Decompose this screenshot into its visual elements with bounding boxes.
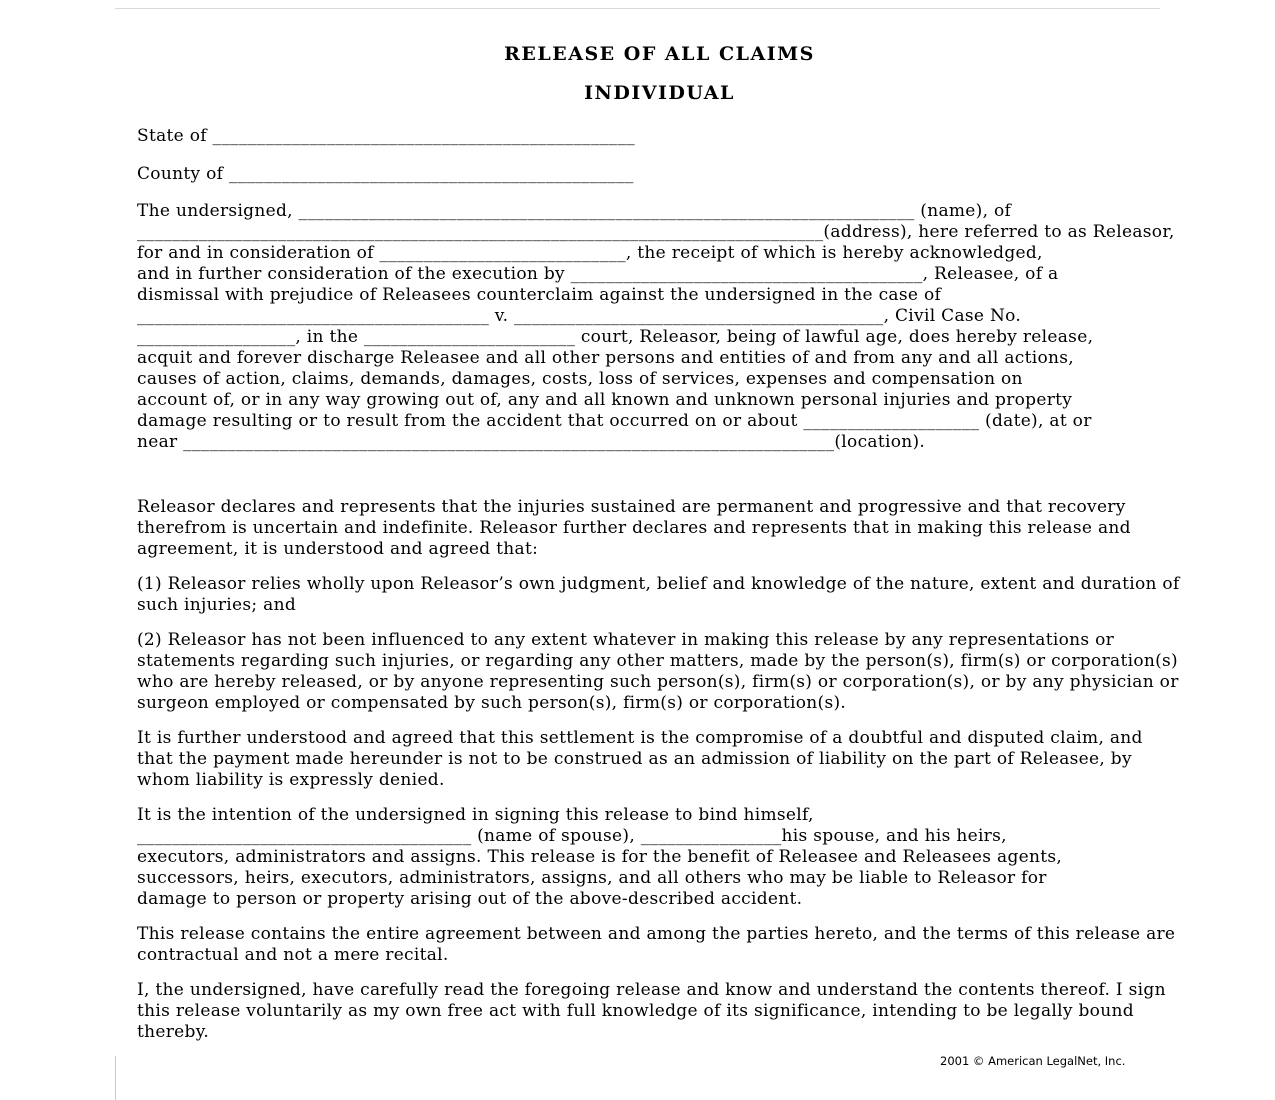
- opening-paragraph-line: acquit and forever discharge Releasee and all other persons and entities of and from any and all actions,: [137, 348, 1074, 368]
- page-left-edge-line: [115, 1056, 116, 1100]
- opening-paragraph-line: causes of action, claims, demands, damages, costs, loss of services, expenses and compensation on: [137, 369, 1023, 389]
- intention-paragraph-line: successors, heirs, executors, administrators, assigns, and all others who may be liable to Releasor for: [137, 868, 1047, 888]
- document-title: RELEASE OF ALL CLAIMS: [504, 43, 815, 65]
- opening-paragraph: [137, 201, 1182, 453]
- intention-paragraph-line: ______________________________________ (name of spouse), ________________his spouse, and his heirs,: [137, 826, 1007, 846]
- settlement-paragraph: It is further understood and agreed that this settlement is the compromise of a doubtful and disputed claim, and that the payment made hereunder is not to be construed as an admission of liability on the part of Releasee, by whom liability is expressly denied.: [137, 728, 1143, 790]
- county-blank-field-line: County of ______________________________________________: [137, 164, 634, 184]
- opening-paragraph-line: ________________________________________ v. __________________________________________, Civil Case No.: [137, 306, 1022, 326]
- intention-paragraph: [137, 805, 1182, 910]
- signature-paragraph: I, the undersigned, have carefully read the foregoing release and know and understand the contents thereof. I sign this release voluntarily as my own free act with full knowledge of its significance, intending to be legally bound thereby.: [137, 980, 1166, 1042]
- page-top-edge-line: [115, 8, 1160, 9]
- entire-agreement-paragraph: This release contains the entire agreement between and among the parties hereto, and the terms of this release are contractual and not a mere recital.: [137, 924, 1176, 965]
- state-blank-field-line: State of ________________________________________________: [137, 126, 635, 146]
- document-subtitle: INDIVIDUAL: [584, 82, 735, 104]
- document-page: [137, 44, 1182, 1043]
- declaration-paragraph: Releasor declares and represents that the injuries sustained are permanent and progressive and that recovery therefrom is uncertain and indefinite. Releasor further declares and represents that in making this release and agreement, it is understood and agreed that:: [137, 497, 1131, 559]
- opening-paragraph-line: __________________, in the ________________________ court, Releasor, being of lawful age, does hereby release,: [137, 327, 1094, 347]
- intention-paragraph-line: It is the intention of the undersigned in signing this release to bind himself,: [137, 805, 814, 825]
- opening-paragraph-line: damage resulting or to result from the accident that occurred on or about ____________________ (date), at or: [137, 411, 1092, 431]
- copyright-notice: 2001 © American LegalNet, Inc.: [940, 1054, 1126, 1068]
- intention-paragraph-line: damage to person or property arising out of the above-described accident.: [137, 889, 803, 909]
- opening-paragraph-line: and in further consideration of the execution by ________________________________________, Releasee, of a: [137, 264, 1059, 284]
- clause-2-paragraph: (2) Releasor has not been influenced to any extent whatever in making this release by any representations or statements regarding such injuries, or regarding any other matters, made by the person(s), firm(s) or corporation(s) who are hereby released, or by anyone representing such person(s), firm(s) or corporation(s), or by any physician or surgeon employed or compensated by such person(s), firm(s) or corporation(s).: [137, 630, 1179, 713]
- opening-paragraph-line: The undersigned, ______________________________________________________________________ (name), of: [137, 201, 1012, 221]
- intention-paragraph-line: executors, administrators and assigns. This release is for the benefit of Releasee and Releasees agents,: [137, 847, 1063, 867]
- opening-paragraph-line: account of, or in any way growing out of, any and all known and unknown personal injuries and property: [137, 390, 1073, 410]
- opening-paragraph-line: ______________________________________________________________________________(address), here referred to as Releasor,: [137, 222, 1175, 242]
- opening-paragraph-line: near __________________________________________________________________________(location).: [137, 432, 926, 452]
- opening-paragraph-line: dismissal with prejudice of Releasees counterclaim against the undersigned in the case of: [137, 285, 942, 305]
- clause-1-paragraph: (1) Releasor relies wholly upon Releasor’s own judgment, belief and knowledge of the nature, extent and duration of such injuries; and: [137, 574, 1180, 615]
- opening-paragraph-line: for and in consideration of ____________________________, the receipt of which is hereby acknowledged,: [137, 243, 1043, 263]
